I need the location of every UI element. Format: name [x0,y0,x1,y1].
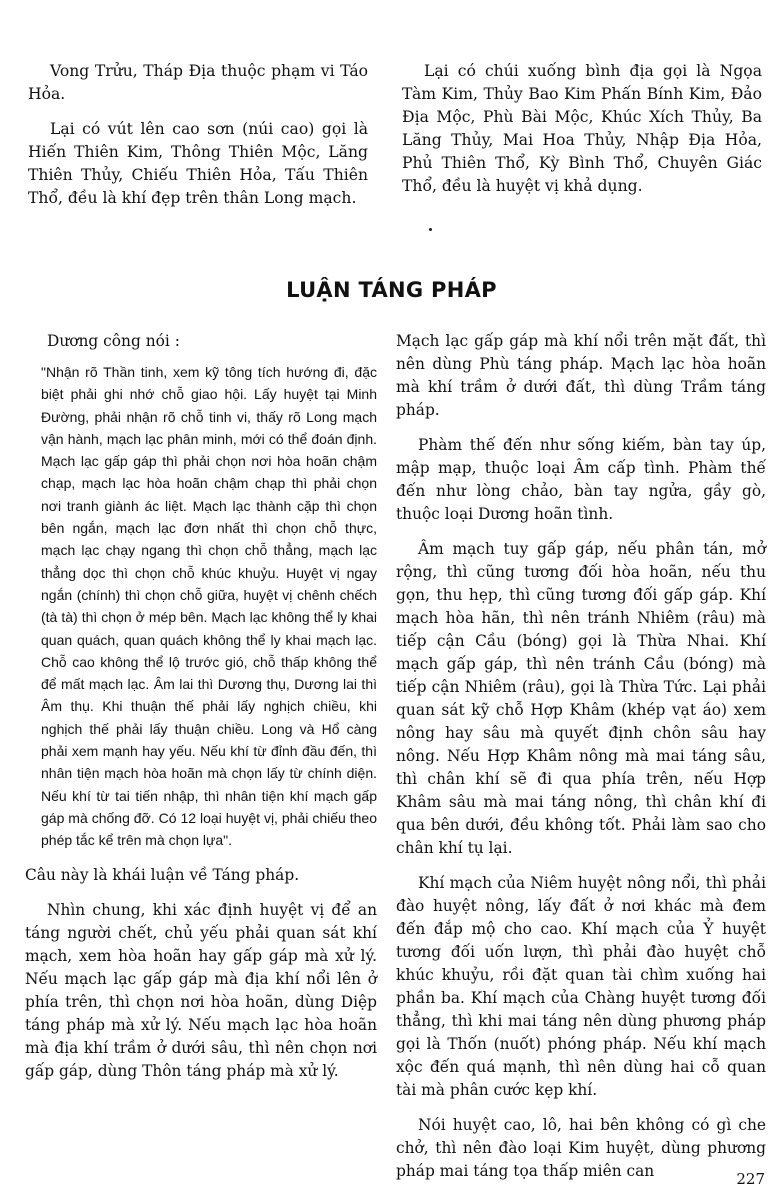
quote-block: "Nhận rõ Thần tinh, xem kỹ tông tích hướng đi, đặc biệt phải ghi nhớ chỗ giao hội. Lấy huyệt tại Minh Đường, phải nhận rõ chỗ tinh vi, thấy rõ Long mạch vận hành, mạch lạc phân minh, mới có thể đoán định. Mạch lạc gấp gáp thì phải chọn nơi hòa hoãn chậm chạp, mạch lạc hòa hoãn chậm chạp thì phải chọn nơi tranh giành ác liệt. Mạch lạc thành cặp thì chọn bên ngắn, mạch lạc đơn nhất thì chọn chỗ thực, mạch lạc chạy ngang thì chọn chỗ thẳng, mạch lạc thẳng dọc thì chọn chỗ khúc khuỷu. Huyệt vị ngay ngắn (chính) thì chọn chỗ giữa, huyệt vị chênh chếch (tà tà) thì chọn ở mép bên. Mạch lạc không thể ly khai quan quách, quan quách không thể ly khai mạch lạc. Chỗ cao không thể lộ trước gió, chỗ thấp không thể để mất mạch lạc. Âm lai thì Dương thụ, Dương lai thì Âm thụ. Khi thuận thế phải lấy nghịch chiều, khi nghịch thế phải lấy thuận chiều. Long và Hổ càng phải xem mạnh hay yếu. Nếu khí từ đỉnh đầu đến, thì nhân tiện mạch hòa hoãn mà chọn lấy từ chính diện. Nếu khí từ tai tiến nhập, thì nhân tiện khí mạch gấp gáp mà chống đỡ. Có 12 loại huyệt vị, phải chiếu theo phép tắc kể trên mà chọn lựa". [41,364,377,849]
top-left-paragraph-1: Vong Trửu, Tháp Địa thuộc phạm vi Táo Hỏa. [28,62,368,103]
right-paragraph-1: Mạch lạc gấp gáp mà khí nổi trên mặt đất, thì nên dùng Phù táng pháp. Mạch lạc hòa hoãn mà khí trầm ở dưới đất, thì dùng Trầm táng pháp. [396,332,766,419]
left-paragraph-1: Nhìn chung, khi xác định huyệt vị để an táng người chết, chủ yếu phải quan sát khí mạch, xem hòa hoãn hay gấp gáp mà xử lý. Nếu mạch lạc gấp gáp mà địa khí nổi lên ở phía trên, thì chọn nơi hòa hoãn, dùng Diệp táng pháp mà xử lý. Nếu mạch lạc hòa hoãn mà địa khí trầm ở dưới sâu, thì nên chọn nơi gấp gáp, dùng Thôn táng pháp mà xử lý. [25,900,377,1080]
right-paragraph-2: Phàm thế đến như sống kiếm, bàn tay úp, mập mạp, thuộc loại Âm cấp tình. Phàm thế đến như lòng chảo, bàn tay ngửa, gầy gò, thuộc loại Dương hoãn tình. [396,436,766,523]
section-title: LUẬN TÁNG PHÁP [286,278,497,302]
right-paragraph-3: Âm mạch tuy gấp gáp, nếu phân tán, mở rộng, thì cũng tương đối hòa hoãn, nếu thu gọn, thu hẹp, thì cũng tương đối gấp gáp. Khí mạch hòa hãn, thì nên tránh Nhiêm (râu) mà tiếp cận Cầu (bóng) gọi là Thừa Nhai. Khí mạch gấp gáp, thì nên tránh Cầu (bóng) mà tiếp cận Nhiêm (râu), gọi là Thừa Tức. Lại phải quan sát kỹ chỗ Hợp Khâm (khép vạt áo) xem nông hay sâu mà quyết định chôn sâu hay nông. Nếu Hợp Khâm nông mà mai táng sâu, thì chân khí sẽ đi qua phía trên, nếu Hợp Khâm sâu mà mai táng nông, thì chân khí đi qua bên dưới, đều không tốt. Phải làm sao cho chân khí tụ lại. [396,540,766,857]
top-left-paragraph-2: Lại có vút lên cao sơn (núi cao) gọi là Hiến Thiên Kim, Thông Thiên Mộc, Lăng Thiên Thủy, Chiếu Thiên Hỏa, Tấu Thiên Thổ, đều là khí đẹp trên thân Long mạch. [28,120,368,207]
page-number: 227 [736,1170,765,1188]
top-left-column [28,60,368,222]
top-right-paragraph-1: Lại có chúi xuống bình địa gọi là Ngọa Tàm Kim, Thủy Bao Kim Phấn Bính Kim, Đảo Địa Mộc, Phù Bài Mộc, Khúc Xích Thủy, Ba Lăng Thủy, Mai Hoa Thủy, Nhập Địa Hỏa, Phủ Thiên Thổ, Kỳ Bình Thổ, Chuyên Giác Thổ, đều là huyệt vị khả dụng. [402,62,762,195]
top-right-column [402,60,762,210]
print-speck [429,228,432,231]
right-paragraph-4: Khí mạch của Niêm huyệt nông nổi, thì phải đào huyệt nông, lấy đất ở nơi khác mà đem đến đắp mộ cho cao. Khí mạch của Ỷ huyệt tương đối uốn lượn, thì phải đào huyệt chỗ khúc khuỷu, rồi đặt quan tài chìm xuống hai phần ba. Khí mạch của Chàng huyệt tương đối thẳng, thì khi mai táng nên dùng phương pháp gọi là Thốn (nuốt) phóng pháp. Nếu khí mạch xộc đến quá mạnh, thì nên dùng hai cỗ quan tài mà phân cước kẹp khí. [396,874,766,1099]
left-column [25,330,377,1095]
lead-line: Dương công nói : [47,332,180,350]
right-paragraph-5: Nói huyệt cao, lô, hai bên không có gì che chở, thì nên đào loại Kim huyệt, dùng phương pháp mai táng tọa thấp miên can [396,1116,766,1180]
summary-line: Câu này là khái luận về Táng pháp. [25,865,300,884]
right-column [396,330,766,1195]
